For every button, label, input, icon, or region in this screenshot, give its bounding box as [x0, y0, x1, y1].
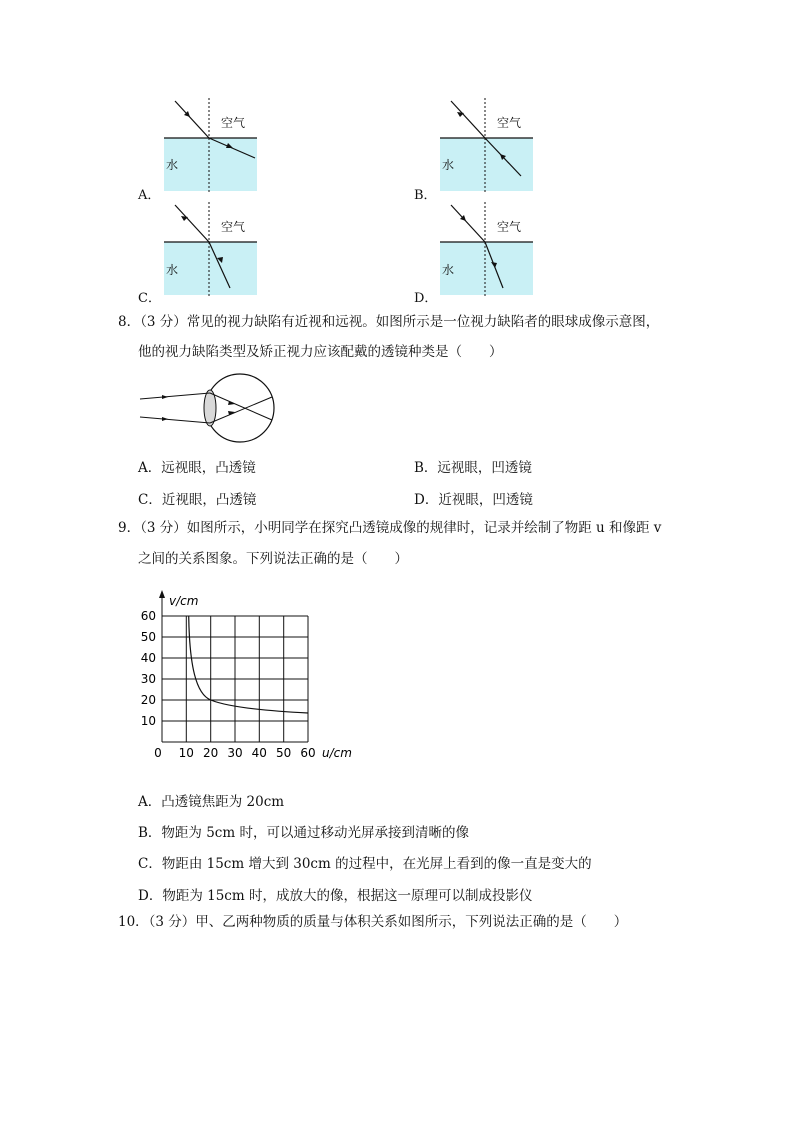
grid — [162, 616, 308, 742]
y-tick-label: 60 — [140, 609, 156, 623]
q7-option-c-letter: C． — [138, 291, 161, 306]
refracted-ray — [210, 393, 272, 420]
light-ray — [140, 417, 210, 423]
y-tick-label: 30 — [140, 672, 156, 686]
q7-option-d-letter: D． — [414, 291, 438, 306]
y-axis-arrowhead — [159, 590, 165, 598]
q7-option-b-figure — [436, 96, 536, 196]
q8-choice-a[interactable]: A．远视眼，凸透镜 — [138, 460, 256, 476]
q8-stem-line2: 他的视力缺陷类型及矫正视力应该配戴的透镜种类是（ ） — [138, 344, 503, 360]
q7-option-a-letter: A． — [138, 188, 161, 203]
uv-curve — [189, 616, 308, 713]
q8-stem-line1: 8．（3 分）常见的视力缺陷有近视和远视。如图所示是一位视力缺陷者的眼球成像示意图， — [118, 314, 660, 330]
air-label: 空气 — [221, 220, 246, 234]
air-label: 空气 — [497, 116, 522, 130]
q7-option-a-figure — [160, 96, 260, 196]
x-tick-label: 40 — [251, 746, 267, 760]
q7-option-d-figure — [436, 200, 536, 300]
water-label: 水 — [166, 263, 179, 277]
water-label: 水 — [166, 158, 179, 172]
air-label: 空气 — [497, 220, 522, 234]
y-tick-label: 40 — [140, 651, 156, 665]
q8-choice-d[interactable]: D．近视眼，凹透镜 — [414, 492, 533, 508]
q10-stem: 10．（3 分）甲、乙两种物质的质量与体积关系如图所示，下列说法正确的是（ ） — [118, 914, 628, 930]
y-tick-label: 10 — [140, 714, 156, 728]
q7-option-c-figure — [160, 200, 260, 300]
q9-choice-d[interactable]: D．物距为 15cm 时，成放大的像，根据这一原理可以制成投影仪 — [138, 888, 533, 904]
q8-choice-c[interactable]: C．近视眼，凸透镜 — [138, 492, 257, 508]
y-tick-label: 20 — [140, 693, 156, 707]
x-tick-label: 60 — [300, 746, 316, 760]
q7-option-b-letter: B． — [414, 188, 437, 203]
light-ray — [140, 393, 210, 399]
x-tick-label: 20 — [203, 746, 219, 760]
q9-choice-c[interactable]: C．物距由 15cm 增大到 30cm 的过程中，在光屏上看到的像一直是变大的 — [138, 856, 592, 872]
eye-diagram — [138, 370, 278, 446]
incident-ray — [175, 101, 209, 138]
y-tick-label: 50 — [140, 630, 156, 644]
q9-stem-line2: 之间的关系图象。下列说法正确的是（ ） — [138, 551, 408, 567]
q9-stem-line1: 9．（3 分）如图所示，小明同学在探究凸透镜成像的规律时，记录并绘制了物距 u 和像距 v — [118, 520, 662, 536]
water-label: 水 — [442, 158, 455, 172]
x-axis-label: u/cm — [322, 746, 352, 760]
q9-choice-a[interactable]: A．凸透镜焦距为 20cm — [138, 794, 285, 810]
x-tick-label: 0 — [154, 746, 162, 760]
x-tick-label: 30 — [227, 746, 243, 760]
crystalline-lens — [204, 390, 216, 426]
q9-choice-b[interactable]: B．物距为 5cm 时，可以通过移动光屏承接到清晰的像 — [138, 825, 469, 841]
arrowhead — [162, 395, 168, 399]
arrowhead — [162, 417, 168, 421]
air-label: 空气 — [221, 116, 246, 130]
y-axis-label: v/cm — [169, 594, 199, 608]
x-tick-label: 10 — [178, 746, 194, 760]
x-tick-label: 50 — [276, 746, 292, 760]
q8-choice-b[interactable]: B．远视眼，凹透镜 — [414, 460, 532, 476]
refracted-ray — [210, 397, 272, 423]
uv-graph — [138, 586, 358, 766]
water-label: 水 — [442, 263, 455, 277]
